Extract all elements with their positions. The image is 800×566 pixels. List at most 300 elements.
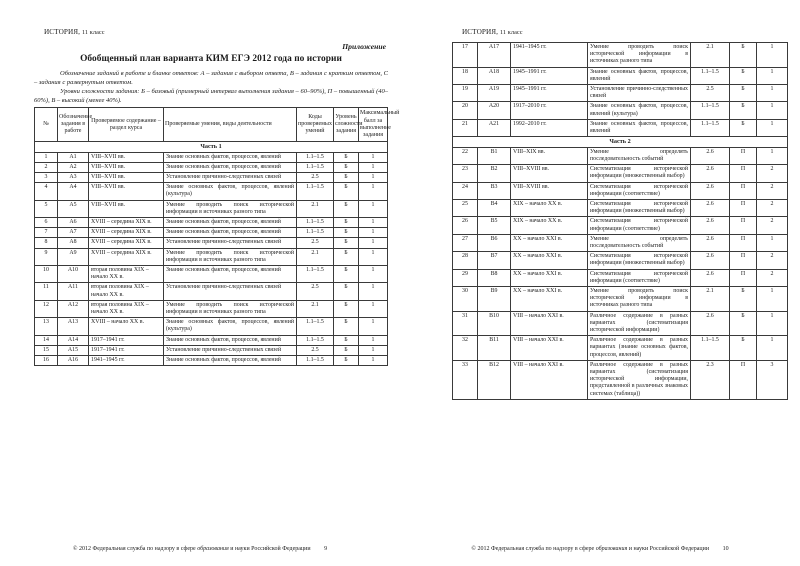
cell-max: 2 (757, 269, 788, 286)
cell-num: 19 (453, 85, 478, 102)
cell-max: 1 (359, 318, 388, 335)
cell-code: А16 (58, 356, 89, 366)
cell-num: 9 (35, 248, 58, 265)
cell-skills: Знание основных фактов, процессов, явлений (164, 152, 297, 162)
cell-skills: Систематизация исторической информации (множественный выбор) (588, 200, 691, 217)
running-head-class: 11 класс (81, 29, 105, 36)
cell-codes: 2.6 (691, 147, 730, 164)
cell-num: 20 (453, 102, 478, 119)
appendix-label: Приложение (342, 42, 386, 51)
table-row (35, 200, 388, 217)
cell-level: П (730, 252, 757, 269)
cell-level: Б (334, 248, 359, 265)
cell-code: А21 (478, 119, 511, 136)
cell-code: В7 (478, 252, 511, 269)
cell-code: А3 (58, 173, 89, 183)
cell-skills: Различное содержание в разных вариантах (систематизация исторической информации, представленной в различных знаковых системах (таблица)) (588, 360, 691, 399)
cell-codes: 2.1 (297, 248, 334, 265)
cell-code: А10 (58, 266, 89, 283)
cell-max: 2 (757, 252, 788, 269)
cell-num: 24 (453, 182, 478, 199)
cell-level: Б (334, 238, 359, 248)
table-row (35, 300, 388, 317)
cell-codes: 1.1–1.5 (691, 102, 730, 119)
cell-level: П (730, 217, 757, 234)
cell-skills: Умение проводить поиск исторической информации в источниках разного типа (164, 300, 297, 317)
cell-level: П (730, 147, 757, 164)
cell-num: 21 (453, 119, 478, 136)
cell-content: XVIII – середина XIX в. (89, 228, 164, 238)
cell-num: 26 (453, 217, 478, 234)
footer-org-post: и науки Российской Федерации (628, 546, 710, 552)
cell-level: Б (730, 311, 757, 336)
cell-content: вторая половина XIX – начало XX в. (89, 266, 164, 283)
cell-level: Б (334, 283, 359, 300)
footer-org-pre: Федеральная служба по надзору в сфере (92, 546, 196, 552)
table-header-row (35, 108, 388, 142)
cell-content: XX – начало XXI в. (511, 269, 588, 286)
cell-codes: 2.5 (297, 238, 334, 248)
cell-num: 33 (453, 360, 478, 399)
table-row (453, 147, 788, 164)
cell-codes: 1.1–1.5 (297, 183, 334, 200)
running-head-left (44, 28, 388, 36)
running-head-right (462, 28, 788, 36)
cell-level: Б (334, 173, 359, 183)
cell-code: В12 (478, 360, 511, 399)
cell-num: 12 (35, 300, 58, 317)
cell-max: 1 (359, 283, 388, 300)
cell-level: Б (334, 300, 359, 317)
cell-num: 1 (35, 152, 58, 162)
cell-content: VIII–XVII вв. (89, 173, 164, 183)
footer-org-post: и науки Российской Федерации (230, 546, 311, 552)
table-row (35, 345, 388, 355)
cell-max: 1 (359, 356, 388, 366)
cell-level: Б (334, 183, 359, 200)
cell-num: 13 (35, 318, 58, 335)
header-level: Уровень сложности задания (334, 108, 359, 142)
cell-content: 1917–1941 гг. (89, 345, 164, 355)
footer-page-number: 10 (722, 546, 729, 552)
cell-code: А17 (478, 43, 511, 68)
cell-code: В9 (478, 287, 511, 312)
cell-max: 1 (359, 335, 388, 345)
table-body-right (453, 43, 788, 400)
cell-code: А20 (478, 102, 511, 119)
cell-num: 22 (453, 147, 478, 164)
table-row (35, 266, 388, 283)
cell-level: П (730, 269, 757, 286)
header-max-score: Максимальный балл за выполнение задания (359, 108, 388, 142)
cell-code: В4 (478, 200, 511, 217)
cell-level: Б (730, 119, 757, 136)
part-divider-row (453, 137, 788, 148)
cell-level: П (730, 165, 757, 182)
cell-num: 18 (453, 67, 478, 84)
cell-max: 2 (757, 182, 788, 199)
table-row (35, 162, 388, 172)
cell-code: А8 (58, 238, 89, 248)
cell-content: XIX – начало XX в. (511, 200, 588, 217)
cell-content: XVIII – середина XIX в. (89, 218, 164, 228)
cell-code: А19 (478, 85, 511, 102)
cell-content: XVIII – середина XIX в. (89, 248, 164, 265)
cell-skills: Различное содержание в разных вариантах (систематизация исторической информации) (588, 311, 691, 336)
cell-num: 3 (35, 173, 58, 183)
cell-skills: Систематизация исторической информации (соответствие) (588, 182, 691, 199)
cell-codes: 2.6 (691, 269, 730, 286)
table-row (453, 217, 788, 234)
cell-skills: Умение определять последовательность событий (588, 147, 691, 164)
cell-max: 1 (359, 152, 388, 162)
cell-codes: 2.1 (297, 200, 334, 217)
cell-skills: Установление причинно-следственных связей (164, 283, 297, 300)
cell-content: 1945–1991 гг. (511, 85, 588, 102)
cell-max: 2 (757, 165, 788, 182)
table-row (35, 238, 388, 248)
cell-content: 1941–1945 гг. (89, 356, 164, 366)
page-title: Обобщенный план варианта КИМ ЕГЭ 2012 года по истории (80, 54, 342, 64)
cell-skills: Различное содержание в разных вариантах (знание основных фактов, процессов, явлений) (588, 336, 691, 361)
cell-num: 27 (453, 234, 478, 251)
cell-skills: Систематизация исторической информации (соответствие) (588, 217, 691, 234)
cell-num: 6 (35, 218, 58, 228)
cell-codes: 1.1–1.5 (691, 336, 730, 361)
header-codes: Коды проверяемых умений (297, 108, 334, 142)
cell-skills: Знание основных фактов, процессов, явлений (культура) (588, 102, 691, 119)
table-row (453, 85, 788, 102)
table-row (453, 165, 788, 182)
cell-max: 2 (757, 200, 788, 217)
cell-code: В2 (478, 165, 511, 182)
cell-code: А4 (58, 183, 89, 200)
cell-max: 1 (359, 228, 388, 238)
cell-content: 1992–2010 гг. (511, 119, 588, 136)
table-row (35, 335, 388, 345)
cell-num: 28 (453, 252, 478, 269)
cell-num: 7 (35, 228, 58, 238)
cell-content: XX – начало XXI в. (511, 252, 588, 269)
cell-level: Б (730, 102, 757, 119)
cell-content: 1917–2010 гг. (511, 102, 588, 119)
part-divider-row (35, 142, 388, 153)
cell-skills: Умение проводить поиск исторической информации в источниках разного типа (164, 200, 297, 217)
cell-codes: 2.3 (691, 360, 730, 399)
cell-code: А14 (58, 335, 89, 345)
table-head (35, 108, 400, 142)
cell-skills: Знание основных фактов, процессов, явлений (164, 335, 297, 345)
cell-codes: 2.6 (691, 182, 730, 199)
table-row (453, 182, 788, 199)
cell-codes: 1.1–1.5 (297, 356, 334, 366)
cell-code: А1 (58, 152, 89, 162)
table-body-left (35, 142, 388, 366)
cell-content: вторая половина XIX – начало XX в. (89, 283, 164, 300)
table-row (35, 152, 388, 162)
cell-level: Б (730, 287, 757, 312)
cell-level: Б (730, 85, 757, 102)
cell-codes: 2.5 (297, 283, 334, 300)
cell-max: 1 (359, 183, 388, 200)
cell-code: А12 (58, 300, 89, 317)
intro-block (34, 70, 388, 105)
cell-content: VIII – начало XXI в. (511, 336, 588, 361)
cell-content: VIII–XVII вв. (89, 162, 164, 172)
running-head-subject: ИСТОРИЯ, (462, 28, 499, 36)
cell-codes: 2.6 (691, 217, 730, 234)
cell-codes: 1.1–1.5 (297, 335, 334, 345)
cell-max: 1 (757, 311, 788, 336)
running-head-subject: ИСТОРИЯ, (44, 28, 81, 36)
cell-skills: Знание основных фактов, процессов, явлений (культура) (164, 183, 297, 200)
part-1-label: Часть 1 (35, 142, 388, 153)
cell-codes: 2.6 (691, 252, 730, 269)
cell-content: XX – начало XXI в. (511, 234, 588, 251)
table-row (453, 67, 788, 84)
footer-org-italic: образования (197, 546, 229, 552)
table-row (453, 252, 788, 269)
table-row (453, 336, 788, 361)
cell-num: 14 (35, 335, 58, 345)
cell-level: Б (334, 228, 359, 238)
cell-code: В5 (478, 217, 511, 234)
cell-skills: Умение проводить поиск исторической информации в источниках разного типа (588, 287, 691, 312)
cell-skills: Умение проводить поиск исторической информации в источниках разного типа (588, 43, 691, 68)
cell-codes: 2.6 (691, 234, 730, 251)
cell-code: В8 (478, 269, 511, 286)
cell-code: А7 (58, 228, 89, 238)
cell-skills: Знание основных фактов, процессов, явлений (164, 218, 297, 228)
cell-num: 4 (35, 183, 58, 200)
cell-content: XIX – начало XX в. (511, 217, 588, 234)
table-row (453, 269, 788, 286)
cell-level: Б (334, 356, 359, 366)
cell-content: XVIII – середина XIX в. (89, 238, 164, 248)
cell-codes: 2.1 (297, 300, 334, 317)
cell-max: 1 (757, 336, 788, 361)
cell-level: Б (334, 335, 359, 345)
header-num: № (35, 108, 58, 142)
cell-level: П (730, 182, 757, 199)
footer-right (400, 546, 800, 552)
cell-codes: 1.1–1.5 (691, 119, 730, 136)
cell-level: Б (334, 218, 359, 228)
table-row (35, 173, 388, 183)
cell-max: 1 (359, 173, 388, 183)
cell-level: Б (334, 152, 359, 162)
cell-level: Б (334, 318, 359, 335)
cell-codes: 2.5 (297, 173, 334, 183)
cell-max: 1 (757, 67, 788, 84)
cell-content: VIII – начало XXI в. (511, 311, 588, 336)
cell-skills: Умение определять последовательность событий (588, 234, 691, 251)
cell-code: А5 (58, 200, 89, 217)
cell-max: 1 (359, 200, 388, 217)
cell-num: 30 (453, 287, 478, 312)
cell-skills: Знание основных фактов, процессов, явлений (588, 67, 691, 84)
cell-codes: 2.6 (691, 311, 730, 336)
cell-skills: Знание основных фактов, процессов, явлений (164, 356, 297, 366)
cell-level: Б (730, 336, 757, 361)
table-row (35, 228, 388, 238)
cell-level: Б (334, 345, 359, 355)
cell-num: 17 (453, 43, 478, 68)
footer-left (0, 546, 400, 552)
cell-codes: 1.1–1.5 (297, 228, 334, 238)
cell-code: А11 (58, 283, 89, 300)
cell-max: 1 (757, 234, 788, 251)
cell-max: 1 (359, 218, 388, 228)
cell-level: П (730, 200, 757, 217)
cell-num: 8 (35, 238, 58, 248)
cell-content: VIII–XVII вв. (89, 152, 164, 162)
cell-max: 1 (359, 345, 388, 355)
header-code: Обозначение задания в работе (58, 108, 89, 142)
cell-level: Б (730, 67, 757, 84)
cell-code: А15 (58, 345, 89, 355)
cell-max: 1 (359, 266, 388, 283)
table-row (35, 356, 388, 366)
cell-max: 1 (757, 85, 788, 102)
table-row (453, 287, 788, 312)
cell-code: А13 (58, 318, 89, 335)
cell-code: В6 (478, 234, 511, 251)
cell-codes: 1.1–1.5 (297, 318, 334, 335)
cell-codes: 1.1–1.5 (297, 266, 334, 283)
cell-skills: Систематизация исторической информации (соответствие) (588, 269, 691, 286)
cell-code: А9 (58, 248, 89, 265)
cell-content: вторая половина XIX – начало XX в. (89, 300, 164, 317)
cell-num: 32 (453, 336, 478, 361)
cell-max: 1 (359, 238, 388, 248)
intro-paragraph-2: Уровни сложности задания: Б – базовый (примерный интервал выполнения задания – 60–90%), П – повышенный (40–60%), В – высокий (менее 40%). (34, 88, 388, 104)
cell-num: 29 (453, 269, 478, 286)
cell-skills: Знание основных фактов, процессов, явлений (588, 119, 691, 136)
cell-codes: 1.1–1.5 (297, 218, 334, 228)
cell-content: VIII–XVIII вв. (511, 182, 588, 199)
cell-content: 1941–1945 гг. (511, 43, 588, 68)
cell-code: А2 (58, 162, 89, 172)
intro-paragraph-1: Обозначение заданий в работе и бланке ответов: А – задания с выбором ответа, В – задания с кратким ответом, С – задания с развернутым ответом. (34, 70, 388, 86)
cell-codes: 2.5 (691, 85, 730, 102)
part-2-label: Часть 2 (453, 137, 788, 148)
cell-num: 15 (35, 345, 58, 355)
cell-level: Б (730, 43, 757, 68)
cell-skills: Знание основных фактов, процессов, явлений (164, 228, 297, 238)
cell-code: В3 (478, 182, 511, 199)
footer-org-italic: образования (595, 546, 628, 552)
cell-content: VIII–XIX вв. (511, 147, 588, 164)
cell-max: 1 (757, 43, 788, 68)
cell-num: 10 (35, 266, 58, 283)
cell-max: 1 (757, 147, 788, 164)
cell-code: А18 (478, 67, 511, 84)
cell-skills: Умение проводить поиск исторической информации в источниках разного типа (164, 248, 297, 265)
cell-skills: Знание основных фактов, процессов, явлений (164, 266, 297, 283)
plan-table-right (452, 42, 788, 400)
cell-content: VIII – начало XXI в. (511, 360, 588, 399)
cell-codes: 1.1–1.5 (691, 67, 730, 84)
header-content: Проверяемое содержание – раздел курса (89, 108, 164, 142)
header-skills: Проверяемые умения, виды деятельности (164, 108, 297, 142)
cell-skills: Установление причинно-следственных связей (164, 345, 297, 355)
cell-level: Б (334, 266, 359, 283)
cell-codes: 1.1–1.5 (297, 162, 334, 172)
cell-codes: 2.6 (691, 200, 730, 217)
cell-content: 1917–1941 гг. (89, 335, 164, 345)
footer-org-pre: Федеральная служба по надзору в сфере (490, 546, 595, 552)
cell-codes: 1.1–1.5 (297, 152, 334, 162)
cell-skills: Установление причинно-следственных связей (164, 238, 297, 248)
cell-skills: Систематизация исторической информации (множественный выбор) (588, 252, 691, 269)
cell-max: 1 (359, 300, 388, 317)
cell-level: П (730, 234, 757, 251)
cell-content: VIII–XVII вв. (89, 200, 164, 217)
cell-skills: Систематизация исторической информации (множественный выбор) (588, 165, 691, 182)
cell-code: В11 (478, 336, 511, 361)
table-row (453, 360, 788, 399)
cell-skills: Знание основных фактов, процессов, явлений (164, 162, 297, 172)
table-row (35, 183, 388, 200)
table-row (35, 318, 388, 335)
table-row (35, 283, 388, 300)
running-head-class: 11 класс (499, 29, 523, 36)
cell-code: А6 (58, 218, 89, 228)
cell-content: XVIII – начало XX в. (89, 318, 164, 335)
cell-skills: Установление причинно-следственных связей (588, 85, 691, 102)
cell-num: 23 (453, 165, 478, 182)
cell-num: 11 (35, 283, 58, 300)
cell-max: 3 (757, 360, 788, 399)
table-row (35, 248, 388, 265)
plan-table-left (34, 107, 400, 366)
cell-num: 5 (35, 200, 58, 217)
cell-num: 2 (35, 162, 58, 172)
cell-num: 25 (453, 200, 478, 217)
cell-max: 2 (757, 217, 788, 234)
cell-content: XX – начало XXI в. (511, 287, 588, 312)
table-row (453, 311, 788, 336)
cell-max: 1 (757, 102, 788, 119)
cell-max: 1 (359, 162, 388, 172)
cell-content: VIII–XVIII вв. (511, 165, 588, 182)
cell-skills: Установление причинно-следственных связей (164, 173, 297, 183)
table-row (453, 234, 788, 251)
cell-num: 16 (35, 356, 58, 366)
table-row (453, 200, 788, 217)
cell-code: В10 (478, 311, 511, 336)
cell-skills: Знание основных фактов, процессов, явлений (культура) (164, 318, 297, 335)
table-row (453, 102, 788, 119)
cell-num: 31 (453, 311, 478, 336)
cell-codes: 2.1 (691, 43, 730, 68)
cell-level: Б (334, 200, 359, 217)
cell-max: 1 (757, 119, 788, 136)
cell-codes: 2.5 (297, 345, 334, 355)
table-row (35, 218, 388, 228)
page-right (400, 0, 800, 566)
footer-copyright: © 2012 (471, 546, 490, 552)
cell-max: 1 (757, 287, 788, 312)
cell-codes: 2.6 (691, 165, 730, 182)
footer-copyright: © 2012 (72, 546, 91, 552)
cell-level: П (730, 360, 757, 399)
cell-codes: 2.1 (691, 287, 730, 312)
cell-code: В1 (478, 147, 511, 164)
footer-page-number: 9 (324, 546, 328, 552)
cell-content: VIII–XVII вв. (89, 183, 164, 200)
